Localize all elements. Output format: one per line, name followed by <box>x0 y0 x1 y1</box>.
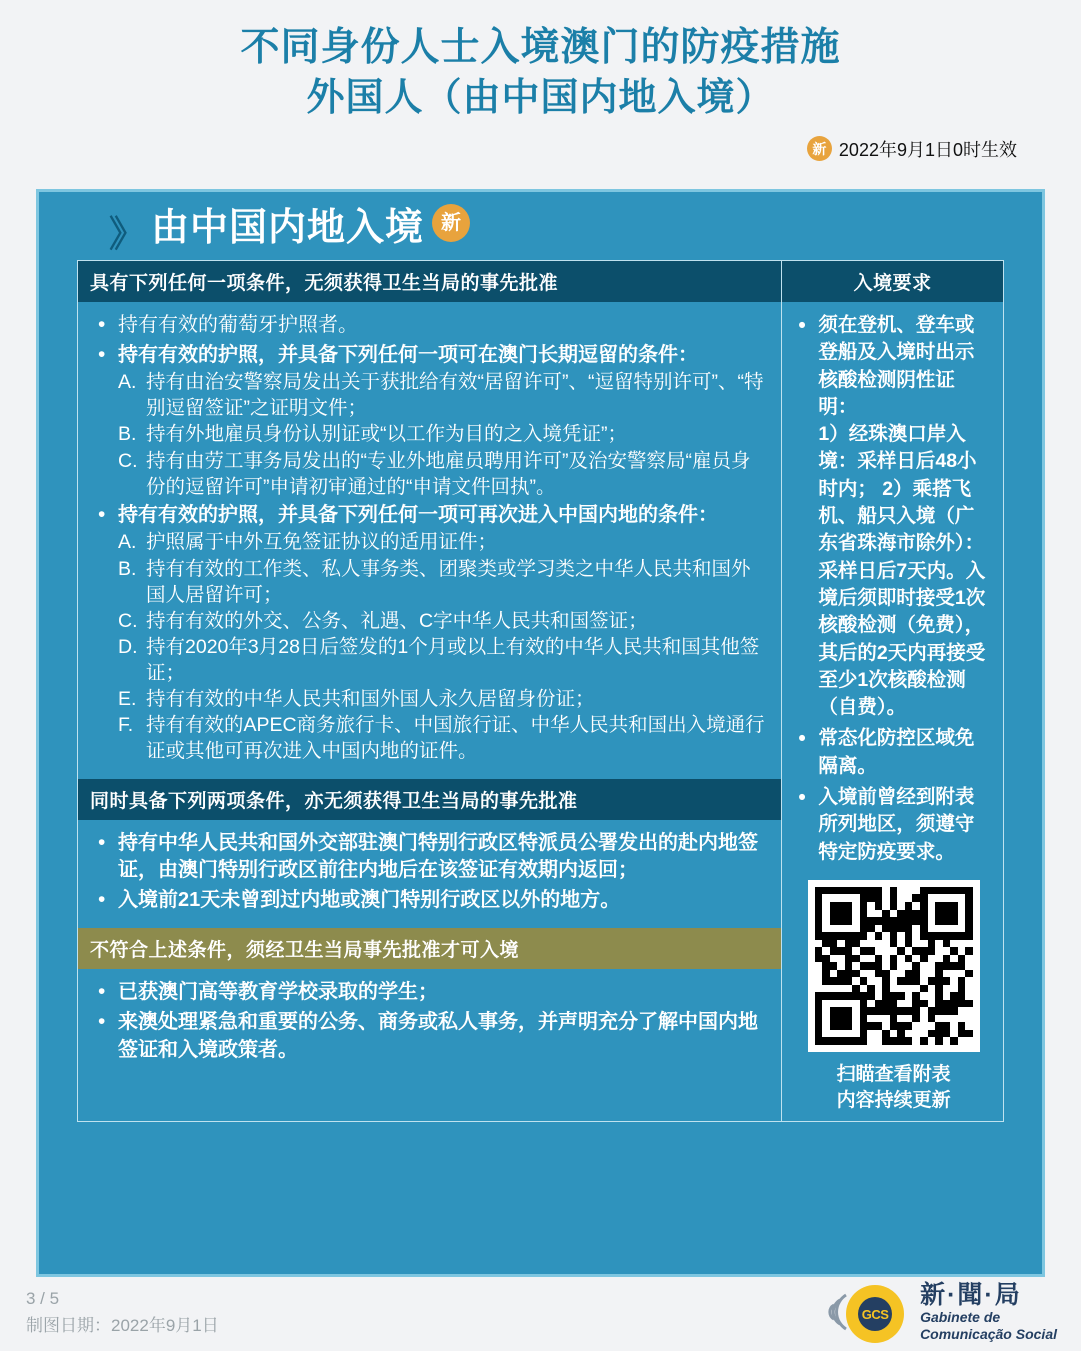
section-1-body <box>78 302 781 779</box>
sub-list-item <box>118 686 767 712</box>
sub-list-item <box>118 448 767 500</box>
list-item <box>92 342 767 500</box>
sub-list-item <box>118 556 767 608</box>
list-item-subtext: 1）经珠澳口岸入境：采样日后48小时内； <box>818 423 977 500</box>
sub-list-text: 持有2020年3月28日后签发的1个月或以上有效的中华人民共和国其他签证； <box>146 635 760 685</box>
effective-date-text: 2022年9月1日0时生效 <box>838 139 1017 160</box>
section-3-body <box>78 969 781 1078</box>
qr-code-grid <box>815 887 973 1045</box>
section-3-header: 不符合上述条件，须经卫生当局事先批准才可入境 <box>78 928 781 969</box>
list-item <box>92 887 767 915</box>
sub-list-item <box>118 421 767 447</box>
effective-date-row <box>0 136 1081 162</box>
sub-list-item <box>118 634 767 686</box>
sub-list-marker: B. <box>118 423 137 446</box>
sub-list-text: 持有外地雇员身份认别证或“以工作为目的之入境凭证”； <box>146 423 627 446</box>
list-item <box>796 312 991 721</box>
logo-title-pt-2: Comunicação Social <box>920 1325 1057 1342</box>
page-title-line-2: 外国人（由中国内地入境） <box>306 77 775 120</box>
list-item-subtext: 2）乘搭飞机、船只入境（广东省珠海市除外）：采样日后7天内。入境后须即时接受1次核酸检测（免费），其后的2天内再接受至少1次核酸检测（自费）。 <box>818 477 986 719</box>
sub-list-text: 持有有效的外交、公务、礼遇、C字中华人民共和国签证； <box>146 609 648 632</box>
info-card <box>36 189 1045 1277</box>
logo-text <box>920 1282 1057 1343</box>
logo-title-cn: 新·聞·局 <box>920 1280 1022 1309</box>
qr-section <box>796 880 991 1113</box>
sub-list-text: 护照属于中外互免签证协议的适用证件； <box>146 531 498 554</box>
section-1-header: 具有下列任何一项条件，无须获得卫生当局的事先批准 <box>78 261 781 302</box>
section-1-list <box>92 312 767 765</box>
sub-list-text: 持有有效的APEC商务旅行卡、中国旅行证、中华人民共和国出入境通行证或其他可再次进入中国内地的证件。 <box>146 714 765 763</box>
list-item-text: • 持有有效的护照，并具备下列任何一项可在澳门长期逗留的条件： <box>118 343 698 366</box>
section-2-header: 同时具备下列两项条件，亦无须获得卫生当局的事先批准 <box>78 779 781 820</box>
sub-list-item <box>118 529 767 555</box>
footer-meta <box>26 1285 219 1339</box>
qr-caption-line-1: 扫瞄查看附表 <box>836 1063 951 1085</box>
sub-list-marker: C. <box>118 449 138 472</box>
page-header <box>0 0 1081 162</box>
sub-list-item <box>118 608 767 634</box>
card-heading <box>53 202 1028 260</box>
gcs-circle-icon <box>846 1285 904 1343</box>
list-item-text: • 持有有效的护照，并具备下列任何一项可再次进入中国内地的条件： <box>118 503 718 526</box>
card-heading-label: 由中国内地入境 <box>151 207 425 249</box>
sub-list-text: 持有有效的中华人民共和国外国人永久居留身份证； <box>146 688 595 711</box>
list-item <box>92 502 767 765</box>
section-3-list <box>92 979 767 1064</box>
sub-list <box>118 529 767 764</box>
sub-list-marker: B. <box>118 557 137 580</box>
list-item-text: • 须在登机、登车或登船及入境时出示核酸检测阴性证明： <box>818 314 975 418</box>
list-item-text: • 已获澳门高等教育学校录取的学生； <box>118 981 438 1004</box>
list-item <box>92 312 767 340</box>
logo-mark <box>820 1281 912 1343</box>
entry-requirements-list <box>796 312 991 866</box>
list-item-text: • 持有有效的葡萄牙护照者。 <box>118 314 358 336</box>
list-item-text: • 持有中华人民共和国外交部驻澳门特别行政区特派员公署发出的赴内地签证，由澳门特别行政区前往内地后在该签证有效期内返回； <box>118 831 758 882</box>
section-2-body <box>78 820 781 929</box>
list-item <box>92 830 767 885</box>
sub-list-marker: D. <box>118 635 138 658</box>
list-item <box>796 725 991 780</box>
sub-list-marker: A. <box>118 371 137 394</box>
list-item <box>796 784 991 866</box>
logo-title-pt-1: Gabinete de <box>920 1309 1001 1326</box>
list-item-text: • 常态化防控区域免隔离。 <box>818 727 975 777</box>
list-item-text: • 入境前21天未曾到过内地或澳门特别行政区以外的地方。 <box>118 888 621 911</box>
qr-caption <box>796 1062 991 1113</box>
sub-list-marker: F. <box>118 714 134 737</box>
list-item-text: • 来澳处理紧急和重要的公务、商务或私人事务，并声明充分了解中国内地签证和入境政策者。 <box>118 1010 758 1061</box>
sub-list-text: 持有由治安警察局发出关于获批给有效“居留许可”、“逗留特别许可”、“特别逗留签证”之证明文件； <box>146 371 764 420</box>
conditions-column <box>78 261 781 1121</box>
sub-list-marker: C. <box>118 609 138 632</box>
sub-list-marker: E. <box>118 688 137 711</box>
list-item <box>92 1009 767 1064</box>
new-badge-icon: 新 <box>807 136 832 161</box>
sub-list-text: 持有由劳工事务局发出的“专业外地雇员聘用许可”及治安警察局“雇员身份的逗留许可”申请初审通过的“申请文件回执”。 <box>146 449 751 498</box>
sub-list <box>118 369 767 500</box>
sub-list-item <box>118 712 767 764</box>
chevron-right-icon: 》 <box>109 213 146 254</box>
list-item-text: • 入境前曾经到附表所列地区，须遵守特定防疫要求。 <box>818 786 975 863</box>
qr-code-icon[interactable] <box>808 880 980 1052</box>
sub-list-text: 持有有效的工作类、私人事务类、团聚类或学习类之中华人民共和国外国人居留许可； <box>146 557 751 606</box>
requirements-table <box>77 260 1004 1122</box>
new-badge-icon-large: 新 <box>432 204 470 242</box>
entry-requirements-column <box>781 261 1003 1121</box>
section-2-list <box>92 830 767 915</box>
sub-list-item <box>118 369 767 421</box>
page-footer <box>0 1277 1081 1351</box>
page-number: 3 / 5 <box>26 1289 60 1308</box>
sub-list-marker: A. <box>118 531 137 554</box>
page-title-line-1: 不同身份人士入境澳门的防疫措施 <box>240 26 841 69</box>
entry-requirements-header: 入境要求 <box>782 261 1003 302</box>
gcs-logo <box>820 1281 1057 1343</box>
gcs-monogram: GCS <box>858 1297 892 1331</box>
list-item <box>92 979 767 1007</box>
entry-requirements-body <box>782 302 1003 1121</box>
qr-caption-line-2: 内容持续更新 <box>836 1089 951 1111</box>
chart-date: 制图日期：2022年9月1日 <box>26 1316 219 1336</box>
